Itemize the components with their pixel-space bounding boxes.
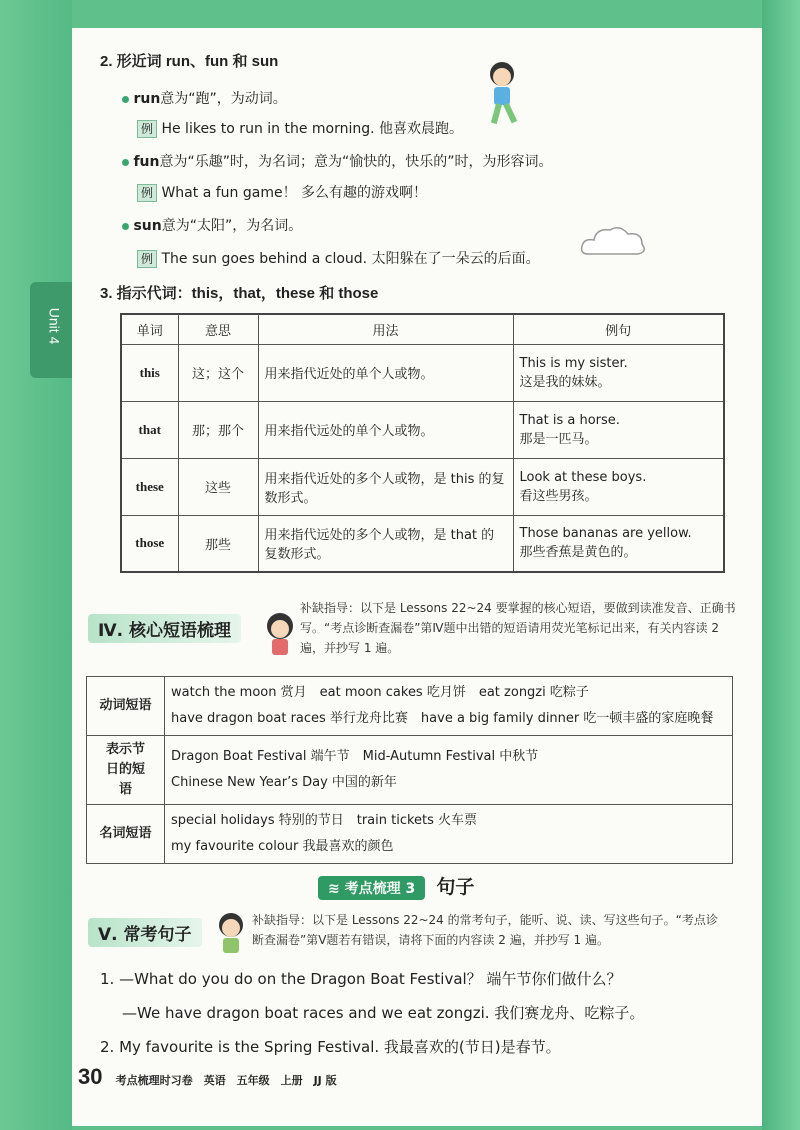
bullet-icon <box>122 223 129 230</box>
example-text: He likes to run in the morning. 他喜欢晨跑。 <box>161 121 464 137</box>
cell-usage: 用来指代远处的单个人或物。 <box>258 401 513 458</box>
cell-meaning: 那些 <box>178 515 258 572</box>
table-header-row <box>121 314 724 344</box>
bullet-icon <box>122 96 129 103</box>
sentence-1-answer: —We have dragon boat races and we eat zongzi. 我们赛龙舟、吃粽子。 <box>122 1004 645 1022</box>
phrase-line: Chinese New Year’s Day 中国的新年 <box>171 775 397 790</box>
kaodian-badge: ≋ 考点梳理 3 <box>318 876 425 900</box>
cell-example <box>513 458 724 515</box>
item-meaning: 意为“太阳”，为名词。 <box>161 218 303 234</box>
cell-word: those <box>121 515 178 572</box>
footer-text: 考点梳理时习卷 英语 五年级 上册 JJ 版 <box>115 1074 337 1087</box>
table-row <box>87 677 733 736</box>
unit-tab-label: Unit 4 <box>46 307 63 345</box>
cell-example <box>513 401 724 458</box>
section2-heading: 2. 形近词 run、fun 和 sun <box>100 53 279 70</box>
item-fun <box>122 151 553 171</box>
cell-word: this <box>121 344 178 401</box>
phrase-category: 名词短语 <box>87 805 165 864</box>
example-text: The sun goes behind a cloud. 太阳躲在了一朵云的后面。 <box>161 251 540 267</box>
kaodian-heading <box>318 872 474 900</box>
section3-heading: 3. 指示代词：this，that，these 和 those <box>100 285 379 302</box>
pronoun-table <box>120 313 725 573</box>
table-header: 单词 <box>121 314 178 344</box>
unit-tab <box>30 282 72 378</box>
section4-tip: 补缺指导：以下是 Lessons 22~24 要掌握的核心短语，要做到读准发音、正确书写。“考点诊断查漏卷”第Ⅳ题中出错的短语请用荧光笔标记出来，有关内容读 2 遍，并抄写 1 遍。 <box>300 601 736 655</box>
item-meaning: 意为“跑”，为动词。 <box>160 91 287 107</box>
bullet-icon <box>122 159 129 166</box>
running-boy-icon <box>478 58 528 133</box>
example-label: 例 <box>137 120 157 138</box>
section5-title: Ⅴ. 常考句子 <box>88 918 202 947</box>
example-run <box>137 118 463 138</box>
left-border <box>0 0 72 1130</box>
page-number: 30 <box>78 1064 103 1089</box>
phrase-cell <box>165 677 733 736</box>
cell-usage: 用来指代近处的单个人或物。 <box>258 344 513 401</box>
cell-usage: 用来指代近处的多个人或物，是 this 的复数形式。 <box>258 458 513 515</box>
item-word: fun <box>133 154 160 170</box>
example-label: 例 <box>137 184 157 202</box>
example-en: Those bananas are yellow. <box>519 526 692 542</box>
example-cn: 看这些男孩。 <box>519 488 598 504</box>
cell-word: that <box>121 401 178 458</box>
boy-reading-icon <box>214 910 248 956</box>
cloud-icon <box>578 222 650 262</box>
table-header: 意思 <box>178 314 258 344</box>
example-en: This is my sister. <box>519 355 628 371</box>
example-cn: 那些香蕉是黄色的。 <box>519 545 637 561</box>
item-run <box>122 88 287 108</box>
phrase-category: 动词短语 <box>87 677 165 736</box>
example-text: What a fun game！ 多么有趣的游戏啊！ <box>161 185 428 201</box>
section4-title: Ⅳ. 核心短语梳理 <box>88 614 241 643</box>
item-meaning: 意为“乐趣”时，为名词；意为“愉快的，快乐的”时，为形容词。 <box>159 154 553 170</box>
table-row <box>121 458 724 515</box>
girl-icon <box>262 610 298 658</box>
cell-example <box>513 344 724 401</box>
table-header: 例句 <box>513 314 724 344</box>
cell-usage: 用来指代远处的多个人或物，是 that 的复数形式。 <box>258 515 513 572</box>
kaodian-title: 句子 <box>436 876 475 898</box>
cell-word: these <box>121 458 178 515</box>
phrase-line: Dragon Boat Festival 端午节 Mid-Autumn Festival 中秋节 <box>171 749 539 764</box>
phrase-cell <box>165 736 733 805</box>
top-border <box>0 0 800 28</box>
sentence-2: 2. My favourite is the Spring Festival. 我最喜欢的(节日)是春节。 <box>100 1038 561 1056</box>
table-header: 用法 <box>258 314 513 344</box>
right-border <box>762 0 800 1130</box>
example-sun <box>137 248 540 268</box>
section5-tip: 补缺指导：以下是 Lessons 22~24 的常考句子，能听、说、读、写这些句子。“考点诊断查漏卷”第Ⅴ题若有错误，请将下面的内容读 2 遍，并抄写 1 遍。 <box>252 913 718 947</box>
cell-meaning: 那；那个 <box>178 401 258 458</box>
item-sun <box>122 215 302 235</box>
sentence-1: 1. —What do you do on the Dragon Boat Festival？ 端午节你们做什么？ <box>100 970 622 988</box>
table-row <box>87 736 733 805</box>
table-row <box>121 515 724 572</box>
example-cn: 那是一匹马。 <box>519 431 598 447</box>
example-en: That is a horse. <box>519 412 620 428</box>
phrase-line: watch the moon 赏月 eat moon cakes 吃月饼 eat zongzi 吃粽子 <box>171 685 589 700</box>
phrase-line: special holidays 特别的节日 train tickets 火车票 <box>171 813 478 828</box>
example-en: Look at these boys. <box>519 469 647 485</box>
phrase-line: have dragon boat races 举行龙舟比赛 have a big family dinner 吃一顿丰盛的家庭晚餐 <box>171 711 714 726</box>
example-fun <box>137 182 427 202</box>
phrase-cell <box>165 805 733 864</box>
cell-meaning: 这；这个 <box>178 344 258 401</box>
example-cn: 这是我的妹妹。 <box>519 374 611 390</box>
phrase-line: my favourite colour 我最喜欢的颜色 <box>171 839 394 854</box>
example-label: 例 <box>137 250 157 268</box>
cell-meaning: 这些 <box>178 458 258 515</box>
table-row <box>87 805 733 864</box>
table-row <box>121 401 724 458</box>
phrase-table <box>86 676 733 864</box>
cell-example <box>513 515 724 572</box>
item-word: sun <box>133 218 162 234</box>
item-word: run <box>133 91 161 107</box>
table-row <box>121 344 724 401</box>
footer <box>78 1064 337 1090</box>
phrase-category: 表示节日的短语 <box>87 736 165 805</box>
